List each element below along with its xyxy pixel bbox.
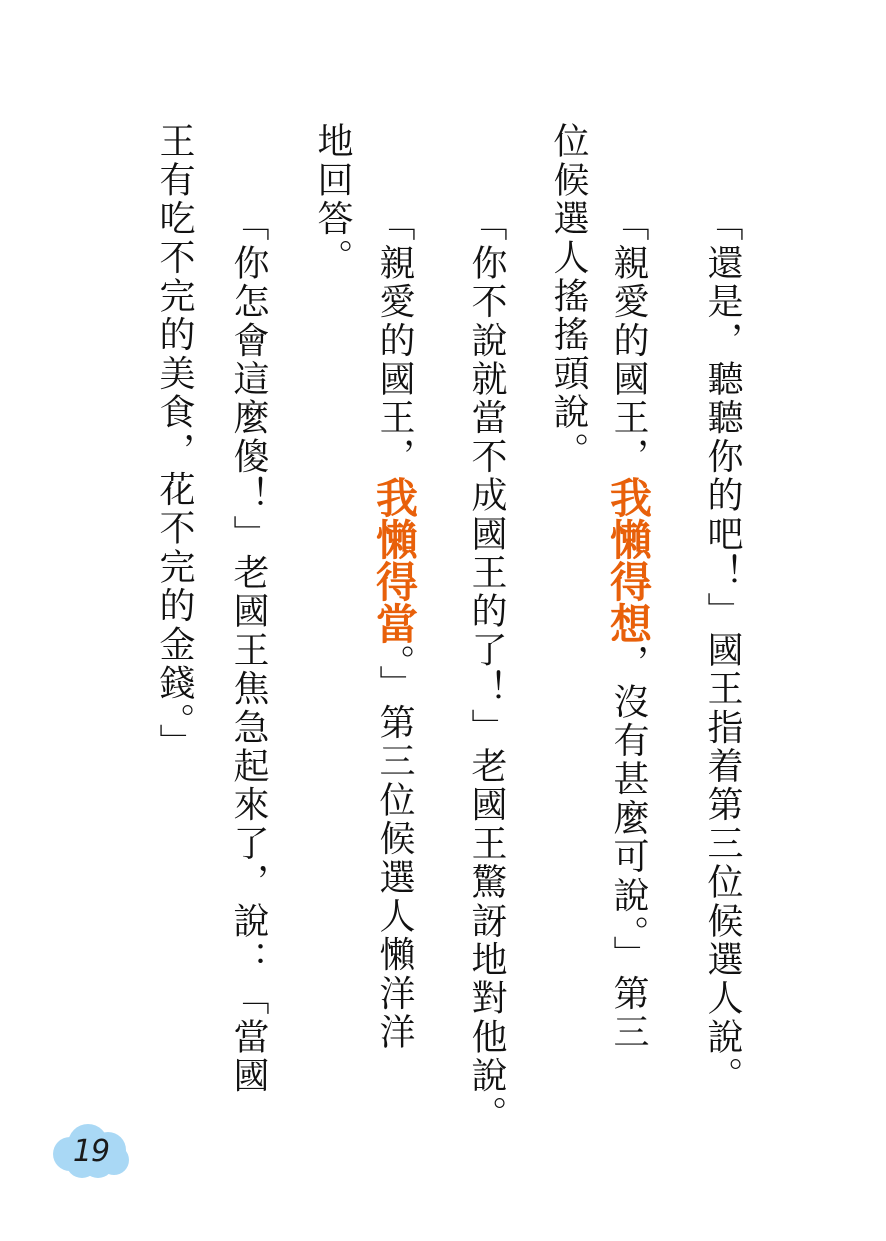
text-run: 「親愛的國王， [374,205,415,476]
text-column [464,205,507,1134]
text-column [152,122,195,762]
highlighted-phrase: 我懶得當 [370,475,419,644]
highlighted-phrase: 我懶得想 [604,475,653,644]
text-run: 。」第三位候選人懶洋洋 [374,643,415,1052]
text-run: 「還是，聽聽你的吧！」國王指着第三位候選人說。 [702,205,743,1096]
text-run: ，沒有甚麼可說。」第三 [608,643,649,1052]
text-run: 地回答。 [312,122,353,277]
text-run: 「親愛的國王， [608,205,649,476]
page-number-badge [52,1122,130,1180]
text-column [604,205,653,1052]
text-column [226,205,269,1096]
text-run: 「你不說就當不成國王的了！」老國王驚訝地對他說。 [466,205,507,1134]
text-run: 王有吃不完的美食，花不完的金錢。」 [154,122,195,762]
text-column [310,122,353,277]
text-column [370,205,419,1052]
text-column [700,205,743,1096]
text-run: 「你怎會這麼傻！」老國王焦急起來了，說：「當國 [228,205,269,1096]
text-column [546,122,589,471]
text-run: 位候選人搖搖頭說。 [548,122,589,471]
page-number: 19 [72,1133,110,1169]
